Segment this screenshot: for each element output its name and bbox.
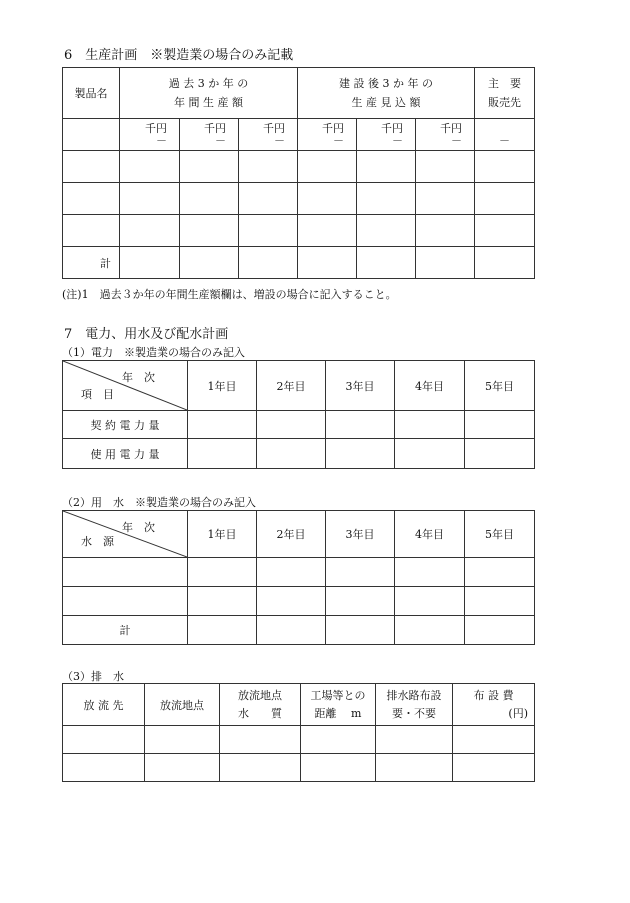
input-cell[interactable] (357, 247, 416, 279)
table-row (63, 411, 535, 439)
input-cell[interactable] (298, 215, 357, 247)
input-cell[interactable] (220, 754, 301, 782)
unit-dash: － (156, 133, 167, 147)
input-cell[interactable] (326, 411, 395, 439)
input-cell[interactable] (326, 439, 395, 469)
table-row (63, 151, 535, 183)
input-cell[interactable] (257, 616, 326, 645)
water-total-label: 計 (63, 616, 188, 645)
water-heading: （2）用 水 ※製造業の場合のみ記入 (62, 496, 256, 509)
power-heading: （1）電力 ※製造業の場合のみ記入 (62, 346, 245, 359)
input-cell[interactable] (357, 215, 416, 247)
input-cell[interactable] (188, 558, 257, 587)
production-plan-table (62, 67, 535, 279)
unit-label: 千円 (145, 121, 167, 135)
input-cell[interactable] (63, 754, 145, 782)
input-cell[interactable] (465, 411, 535, 439)
corner-top-label: 年 次 (122, 521, 155, 534)
input-cell[interactable] (465, 439, 535, 469)
year-header: 5年目 (465, 361, 535, 411)
water-corner-cell (63, 511, 188, 558)
input-cell[interactable] (63, 587, 188, 616)
header-distance (301, 684, 376, 726)
year-header: 2年目 (257, 511, 326, 558)
unit-label: 千円 (322, 121, 344, 135)
input-cell[interactable] (465, 558, 535, 587)
unit-label: 千円 (263, 121, 285, 135)
unit-dash: － (392, 133, 403, 147)
unit-dash: － (333, 133, 344, 147)
input-cell[interactable] (220, 726, 301, 754)
row-label-used-power: 使 用 電 力 量 (63, 439, 188, 469)
header-distance-line2: 距離 m (314, 706, 362, 720)
input-cell[interactable] (475, 247, 535, 279)
header-drainage-need (376, 684, 453, 726)
table-row (63, 439, 535, 469)
total-row (63, 616, 535, 645)
input-cell[interactable] (120, 151, 180, 183)
input-cell[interactable] (395, 587, 465, 616)
table-row (63, 558, 535, 587)
header-past-line2: 年 間 生 産 額 (174, 96, 243, 109)
header-cost-line1: 布 設 費 (473, 688, 514, 702)
header-distance-line1: 工場等との (310, 688, 366, 702)
input-cell[interactable] (63, 183, 120, 215)
header-past-production (120, 68, 298, 119)
input-cell[interactable] (257, 411, 326, 439)
input-cell[interactable] (63, 726, 145, 754)
year-header: 4年目 (395, 361, 465, 411)
input-cell[interactable] (475, 215, 535, 247)
input-cell[interactable] (453, 726, 535, 754)
unit-dash: － (451, 133, 463, 147)
unit-cell[interactable] (416, 119, 475, 151)
unit-dash: － (274, 133, 285, 147)
input-cell[interactable] (416, 215, 475, 247)
year-header: 2年目 (257, 361, 326, 411)
water-table (62, 510, 535, 645)
input-cell[interactable] (188, 587, 257, 616)
input-cell[interactable] (239, 151, 298, 183)
table-row (63, 183, 535, 215)
input-cell[interactable] (145, 726, 220, 754)
input-cell[interactable] (376, 726, 453, 754)
input-cell[interactable] (465, 616, 535, 645)
input-cell[interactable] (257, 439, 326, 469)
input-cell[interactable] (298, 183, 357, 215)
unit-cell[interactable] (180, 119, 239, 151)
input-cell[interactable] (120, 183, 180, 215)
unit-label: 千円 (204, 121, 226, 135)
header-discharge-point: 放流地点 (145, 684, 220, 726)
unit-dash: － (499, 134, 511, 147)
header-quality-line1: 放流地点 (238, 688, 282, 702)
header-future-line1: 建 設 後 3 か 年 の (339, 77, 433, 90)
unit-cell[interactable] (239, 119, 298, 151)
input-cell[interactable] (298, 151, 357, 183)
input-cell[interactable] (416, 183, 475, 215)
unit-cell[interactable] (298, 119, 357, 151)
power-table (62, 360, 535, 469)
input-cell[interactable] (180, 183, 239, 215)
input-cell[interactable] (145, 754, 220, 782)
total-label (63, 247, 120, 279)
input-cell[interactable] (63, 151, 120, 183)
input-cell[interactable] (357, 151, 416, 183)
total-row (63, 247, 535, 279)
input-cell[interactable] (326, 587, 395, 616)
input-cell[interactable] (395, 439, 465, 469)
input-cell[interactable] (301, 754, 376, 782)
input-cell[interactable] (63, 558, 188, 587)
input-cell[interactable] (301, 726, 376, 754)
input-cell[interactable] (257, 587, 326, 616)
table-row (63, 215, 535, 247)
input-cell[interactable] (475, 151, 535, 183)
unit-dash: － (215, 133, 226, 147)
drain-table (62, 683, 535, 782)
header-quality-line2: 水 質 (238, 706, 282, 720)
unit-cell-customer[interactable] (475, 119, 535, 151)
table-row (63, 587, 535, 616)
header-future-production (298, 68, 475, 119)
row-label-contract-power: 契 約 電 力 量 (63, 411, 188, 439)
table-row (63, 754, 535, 782)
year-header: 1年目 (188, 361, 257, 411)
header-discharge-destination: 放 流 先 (63, 684, 145, 726)
input-cell[interactable] (120, 215, 180, 247)
unit-cell[interactable] (357, 119, 416, 151)
input-cell[interactable] (180, 247, 239, 279)
input-cell[interactable] (395, 616, 465, 645)
corner-bottom-label: 項 目 (81, 388, 114, 401)
input-cell[interactable] (376, 754, 453, 782)
input-cell[interactable] (188, 439, 257, 469)
input-cell[interactable] (120, 247, 180, 279)
input-cell[interactable] (395, 411, 465, 439)
header-past-line1: 過 去 3 か 年 の (168, 77, 249, 90)
header-drainage-line2: 要・不要 (392, 706, 436, 720)
year-header: 3年目 (326, 511, 395, 558)
year-header: 3年目 (326, 361, 395, 411)
input-cell[interactable] (239, 183, 298, 215)
input-cell[interactable] (326, 558, 395, 587)
input-cell[interactable] (239, 215, 298, 247)
input-cell[interactable] (298, 247, 357, 279)
header-installation-cost (453, 684, 535, 726)
input-cell[interactable] (257, 558, 326, 587)
input-cell[interactable] (63, 215, 120, 247)
header-drainage-line1: 排水路布設 (386, 688, 442, 702)
header-main-line1: 主 要 (488, 77, 522, 90)
section-6-heading: 6 生産計画 ※製造業の場合のみ記載 (64, 48, 294, 63)
unit-row-blank (63, 119, 120, 151)
header-product-name: 製品名 (63, 68, 120, 119)
input-cell[interactable] (395, 558, 465, 587)
input-cell[interactable] (188, 616, 257, 645)
input-cell[interactable] (239, 247, 298, 279)
header-cost-line2: (円) (508, 706, 528, 720)
input-cell[interactable] (475, 183, 535, 215)
corner-top-label: 年 次 (122, 371, 155, 384)
header-water-quality (220, 684, 301, 726)
section-6-note: (注)1 過去３か年の年間生産額欄は、増設の場合に記入すること。 (62, 288, 397, 301)
unit-cell[interactable] (120, 119, 180, 151)
header-future-line2: 生 産 見 込 額 (351, 96, 421, 109)
year-header: 1年目 (188, 511, 257, 558)
unit-label: 千円 (381, 121, 403, 135)
power-corner-cell (63, 361, 188, 411)
corner-bottom-label: 水 源 (81, 535, 114, 548)
input-cell[interactable] (180, 151, 239, 183)
unit-label: 千円 (440, 121, 463, 135)
header-main-customer (475, 68, 535, 119)
input-cell[interactable] (416, 151, 475, 183)
year-header: 5年目 (465, 511, 535, 558)
section-7-heading: 7 電力、用水及び配水計画 (64, 327, 229, 342)
input-cell[interactable] (357, 183, 416, 215)
total-text: 計 (100, 256, 111, 270)
year-header: 4年目 (395, 511, 465, 558)
header-main-line2: 販売先 (488, 96, 522, 109)
input-cell[interactable] (465, 587, 535, 616)
table-row (63, 726, 535, 754)
input-cell[interactable] (416, 247, 475, 279)
input-cell[interactable] (453, 754, 535, 782)
input-cell[interactable] (188, 411, 257, 439)
input-cell[interactable] (180, 215, 239, 247)
drain-heading: （3）排 水 (62, 670, 124, 683)
input-cell[interactable] (326, 616, 395, 645)
